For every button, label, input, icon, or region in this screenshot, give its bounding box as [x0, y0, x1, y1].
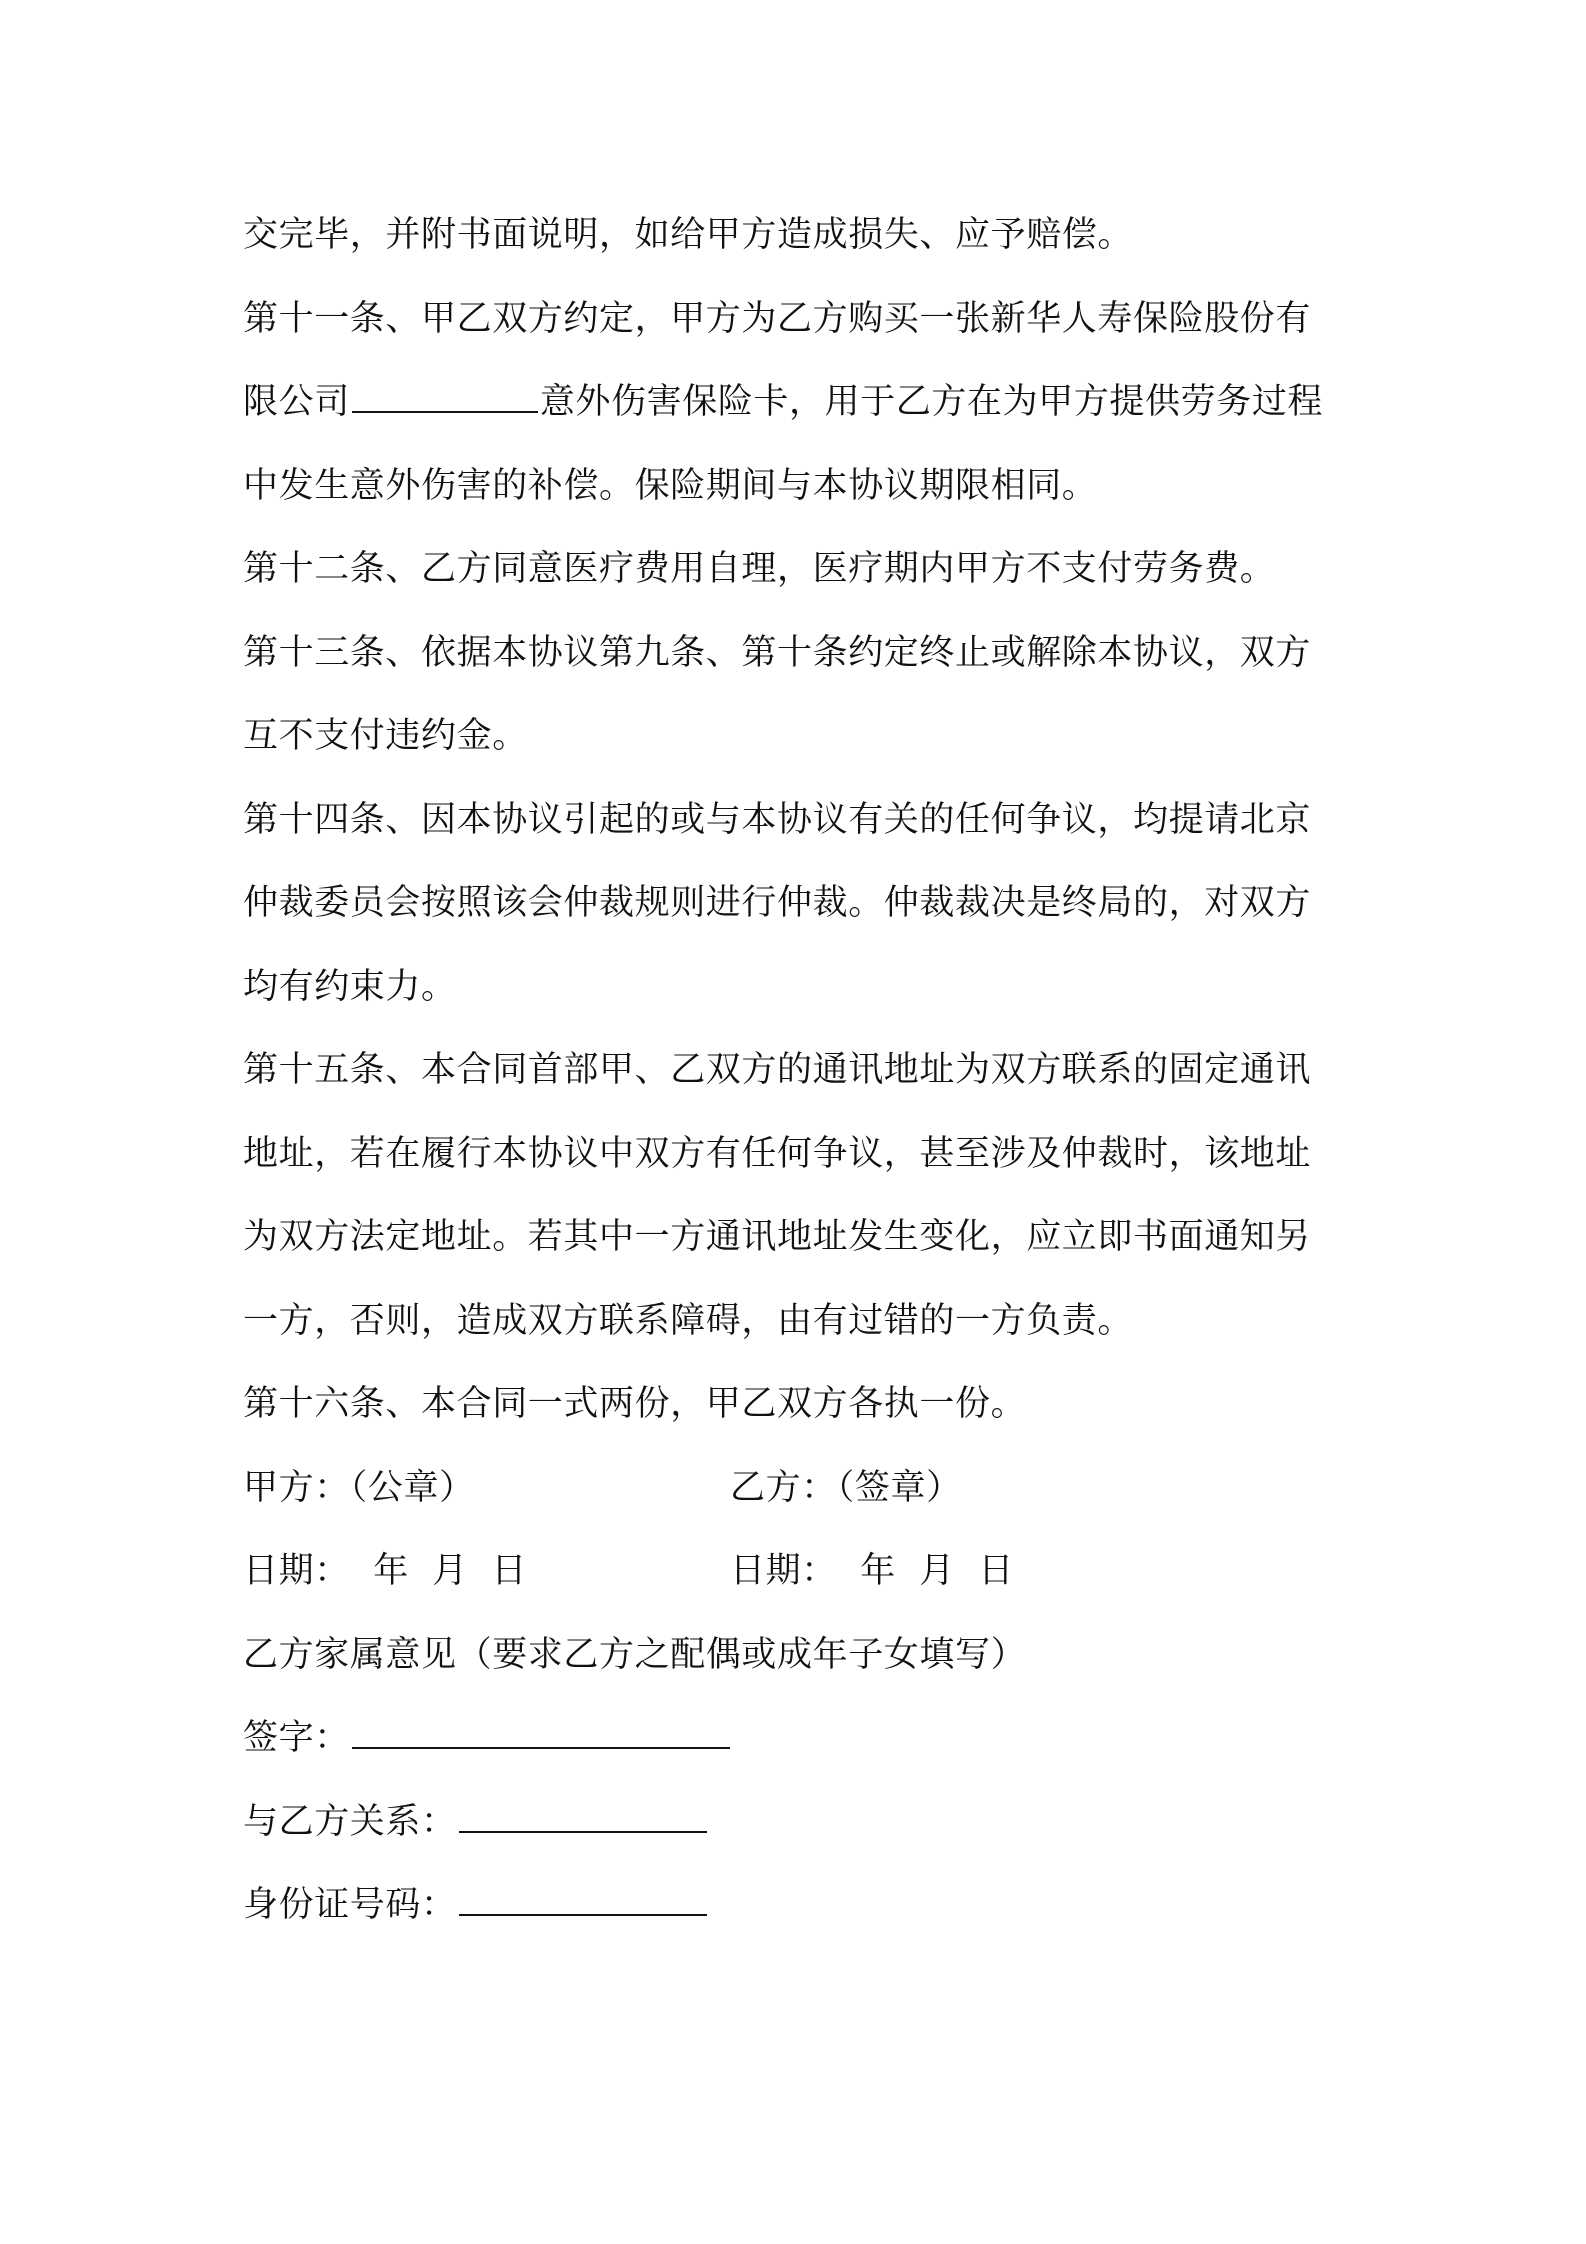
family-sign-field — [352, 1717, 730, 1749]
family-id-label: 身份证号码： — [243, 1885, 457, 1925]
family-id-row — [243, 1864, 1353, 1948]
clause-11-prefix: 限公司 — [243, 382, 350, 422]
clause-11-line-2 — [243, 361, 1353, 445]
family-opinion-heading: 乙方家属意见（要求乙方之配偶或成年子女填写） — [243, 1634, 1027, 1675]
insurance-blank-field — [352, 381, 538, 413]
party-a-date: 日期： 年 月 日 — [243, 1551, 527, 1591]
family-sign-label: 签字： — [243, 1718, 350, 1758]
date-row — [243, 1530, 1353, 1614]
party-a-seal: 甲方：（公章） — [243, 1467, 475, 1508]
family-relation-label: 与乙方关系： — [243, 1801, 457, 1842]
seal-row — [243, 1447, 1353, 1531]
family-sign-row — [243, 1697, 1353, 1781]
clause-11-line-3: 中发生意外伤害的补偿。保险期间与本协议期限相同。 — [243, 465, 1098, 506]
clause-11-suffix: 意外伤害保险卡，用于乙方在为甲方提供劳务过程 — [539, 382, 1324, 422]
party-b-seal: 乙方：（签章） — [730, 1467, 962, 1508]
clause-16: 第十六条、本合同一式两份，甲乙双方各执一份。 — [243, 1384, 1027, 1424]
party-b-date: 日期： 年 月 日 — [730, 1551, 1014, 1591]
text-line-1: 交完毕，并附书面说明，如给甲方造成损失、应予赔偿。 — [243, 215, 1134, 255]
clause-15-line-3: 为双方法定地址。若其中一方通讯地址发生变化，应立即书面通知另 — [243, 1217, 1312, 1257]
clause-14-line-1: 第十四条、因本协议引起的或与本协议有关的任何争议，均提请北京 — [243, 799, 1312, 840]
contract-body — [243, 194, 1353, 1948]
clause-15-line-1: 第十五条、本合同首部甲、乙双方的通讯地址为双方联系的固定通讯 — [243, 1050, 1312, 1090]
clause-13-line-2: 互不支付违约金。 — [243, 716, 528, 756]
family-relation-field — [459, 1801, 707, 1833]
clause-14-line-3: 均有约束力。 — [243, 966, 457, 1007]
clause-15-line-4: 一方，否则，造成双方联系障碍，由有过错的一方负责。 — [243, 1300, 1134, 1341]
clause-15-line-2: 地址，若在履行本协议中双方有任何争议，甚至涉及仲裁时，该地址 — [243, 1133, 1312, 1174]
clause-12: 第十二条、乙方同意医疗费用自理，医疗期内甲方不支付劳务费。 — [243, 549, 1276, 589]
clause-13-line-1: 第十三条、依据本协议第九条、第十条约定终止或解除本协议，双方 — [243, 632, 1312, 673]
clause-14-line-2: 仲裁委员会按照该会仲裁规则进行仲裁。仲裁裁决是终局的，对双方 — [243, 883, 1312, 923]
clause-11-line-1: 第十一条、甲乙双方约定，甲方为乙方购买一张新华人寿保险股份有 — [243, 298, 1312, 339]
family-id-field — [459, 1884, 707, 1916]
family-relation-row — [243, 1781, 1353, 1865]
